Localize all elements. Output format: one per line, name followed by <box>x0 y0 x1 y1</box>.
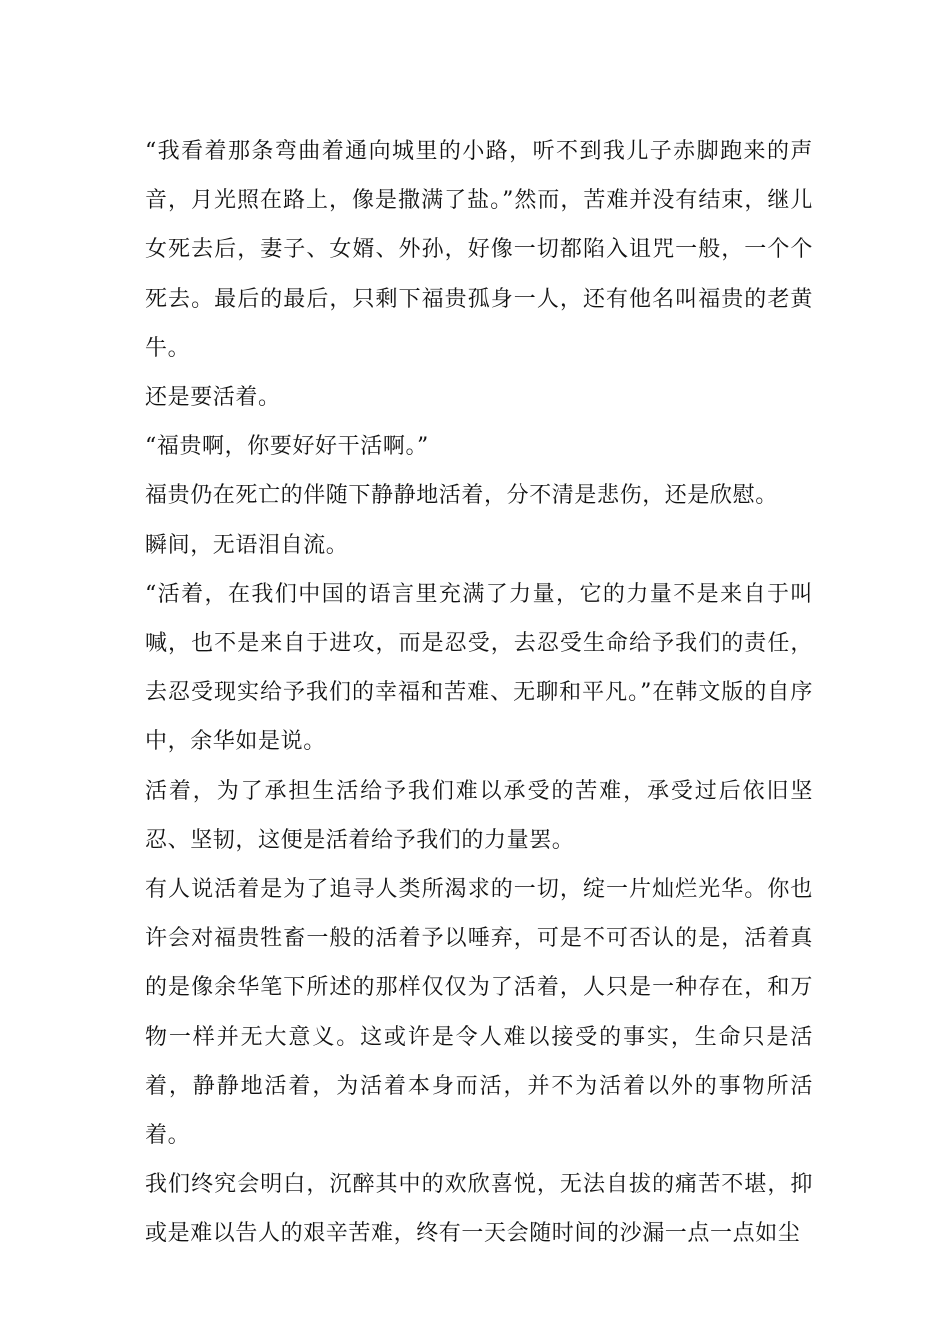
paragraph: 有人说活着是为了追寻人类所渴求的一切，绽一片灿烂光华。你也许会对福贵牲畜一般的活着予以唾弃，可是不可否认的是，活着真的是像余华笔下所述的那样仅仅为了活着，人只是一种存在，和万物一样并无大意义。这或许是令人难以接受的事实，生命只是活着，静静地活着，为活着本身而活，并不为活着以外的事物所活着。 <box>145 877 813 1149</box>
paragraph: “活着，在我们中国的语言里充满了力量，它的力量不是来自于叫喊，也不是来自于进攻，而是忍受，去忍受生命给予我们的责任，去忍受现实给予我们的幸福和苦难、无聊和平凡。”在韩文版的自序中，余华如是说。 <box>145 581 813 755</box>
paragraph: 瞬间，无语泪自流。 <box>145 532 349 558</box>
document-body <box>145 127 813 1259</box>
paragraph: “福贵啊，你要好好干活啊。” <box>145 434 429 460</box>
paragraph: “我看着那条弯曲着通向城里的小路，听不到我儿子赤脚跑来的声音，月光照在路上，像是撒满了盐。”然而，苦难并没有结束，继儿女死去后，妻子、女婿、外孙，好像一切都陷入诅咒一般，一个个死去。最后的最后，只剩下福贵孤身一人，还有他名叫福贵的老黄牛。 <box>145 139 813 361</box>
paragraph: 我们终究会明白，沉醉其中的欢欣喜悦，无法自拔的痛苦不堪，抑或是难以告人的艰辛苦难，终有一天会随时间的沙漏一点一点如尘 <box>145 1172 813 1247</box>
paragraph: 活着，为了承担生活给予我们难以承受的苦难，承受过后依旧坚忍、坚韧，这便是活着给予我们的力量罢。 <box>145 778 813 853</box>
paragraph: 还是要活着。 <box>145 385 281 411</box>
paragraph: 福贵仍在死亡的伴随下静静地活着，分不清是悲伤，还是欣慰。 <box>145 483 778 509</box>
